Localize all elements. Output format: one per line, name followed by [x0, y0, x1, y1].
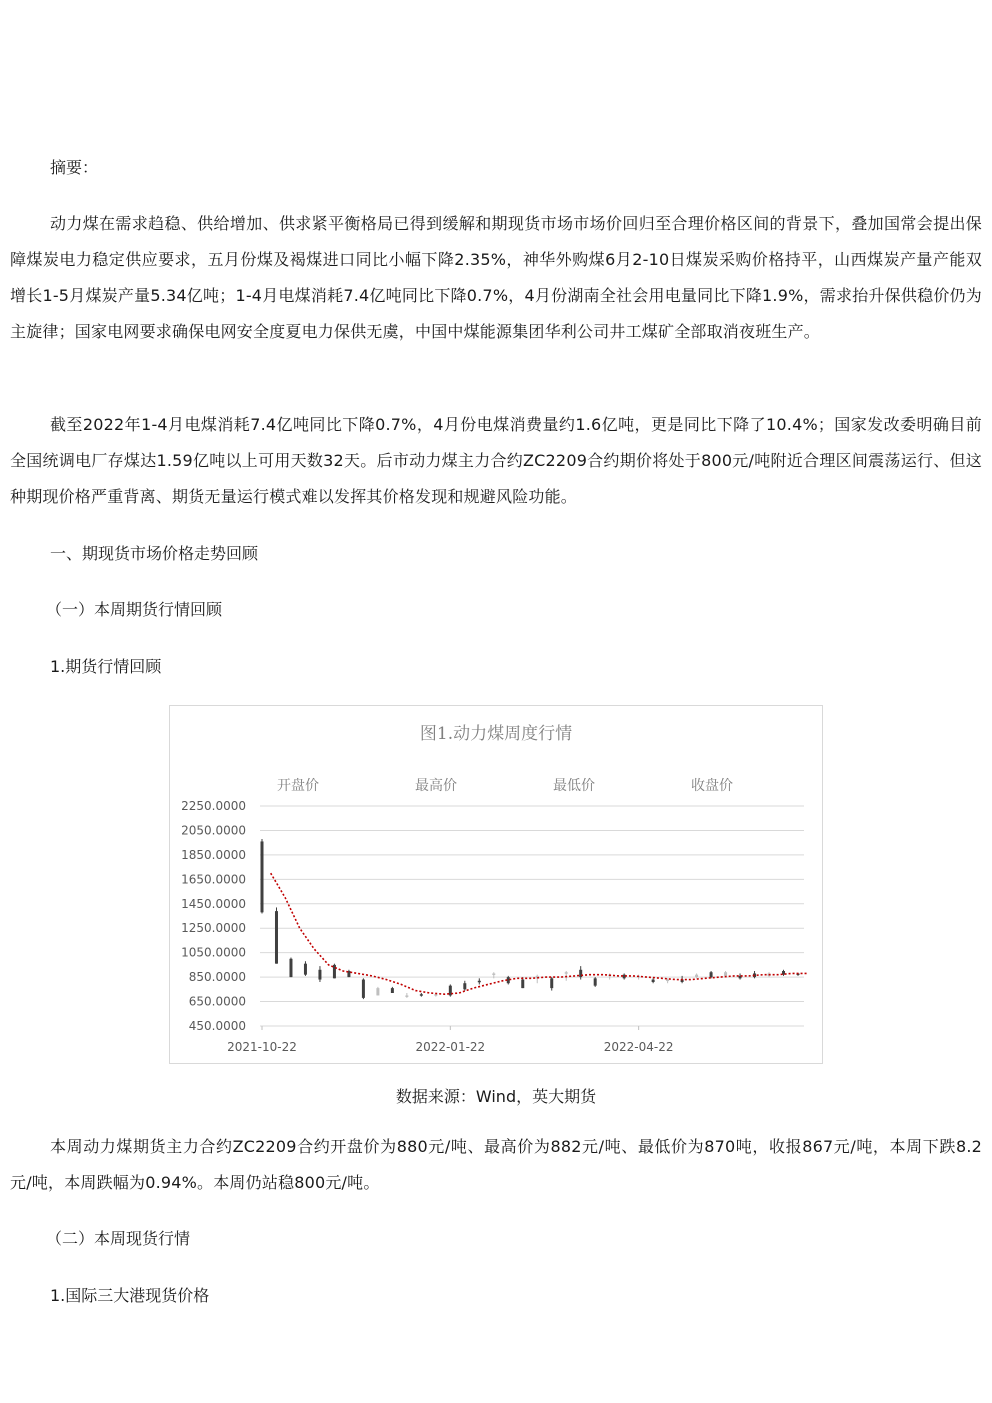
- candle-body: [391, 988, 394, 993]
- candle-body: [304, 964, 307, 975]
- coal-weekly-chart: [169, 705, 823, 1064]
- y-tick-label: 450.0000: [188, 1019, 246, 1033]
- y-tick-label: 2050.0000: [181, 823, 246, 838]
- x-tick-label: 2022-04-22: [603, 1040, 674, 1054]
- candle-body: [275, 911, 278, 964]
- candle-body: [478, 981, 481, 983]
- y-tick-label: 2250.0000: [181, 799, 246, 813]
- y-tick-label: 850.0000: [188, 970, 246, 985]
- summary-paragraph-1: 动力煤在需求趋稳、供给增加、供求紧平衡格局已得到缓解和期现货市场市场价回归至合理价格区间的背景下，叠加国常会提出保障煤炭电力稳定供应要求，五月份煤及褐煤进口同比小幅下降2.35%，神华外购煤6月2-10日煤炭采购价格持平，山西煤炭产量产能双增长1-5月煤炭产量5.34亿吨；1-4月电煤消耗7.4亿吨同比下降0.7%，4月份湖南全社会用电量同比下降1.9%，需求抬升保供稳价仍为主旋律；国家电网要求确保电网安全度夏电力保供无虞，中国中煤能源集团华利公司井工煤矿全部取消夜班生产。: [10, 214, 982, 341]
- candle-body: [724, 972, 727, 976]
- candle-body: [492, 973, 495, 975]
- candle-body: [362, 980, 365, 998]
- candle-body: [695, 975, 698, 977]
- item-heading-1-1: 1.期货行情回顾: [50, 657, 162, 676]
- subsection-heading-1: （一）本周期货行情回顾: [46, 600, 223, 619]
- candle-body: [261, 841, 264, 912]
- x-tick-label: 2021-10-22: [227, 1040, 297, 1054]
- candle-body: [318, 970, 321, 980]
- candle-body: [565, 972, 568, 974]
- summary-paragraph-2: 截至2022年1-4月电煤消耗7.4亿吨同比下降0.7%，4月份电煤消费量约1.6亿吨，更是同比下降了10.4%；国家发改委明确目前全国统调电厂存煤达1.59亿吨以上可用天数32天。后市动力煤主力合约ZC2209合约期价将处于800元/吨附近合理区间震荡运行、但这种期现价格严重背离、期货无量运行模式难以发挥其价格发现和规避风险功能。: [10, 415, 982, 506]
- candle-body: [420, 994, 423, 996]
- candle-body: [376, 988, 379, 995]
- candle-body: [550, 978, 553, 988]
- weekly-futures-paragraph: 本周动力煤期货主力合约ZC2209合约开盘价为880元/吨、最高价为882元/吨、最低价为870吨，收报867元/吨，本周下跌8.2元/吨，本周跌幅为0.94%。本周仍站稳800元/吨。: [10, 1137, 982, 1192]
- candle-body: [434, 994, 437, 996]
- legend-item: 收盘价: [691, 778, 733, 794]
- legend-item: 最高价: [415, 778, 457, 794]
- candle-body: [666, 980, 669, 982]
- legend-item: 开盘价: [277, 778, 319, 794]
- candle-body: [521, 980, 524, 989]
- item-heading-2-1: 1.国际三大港现货价格: [50, 1286, 210, 1305]
- y-tick-label: 1850.0000: [181, 847, 246, 862]
- x-tick-label: 2022-01-22: [415, 1040, 486, 1054]
- candle-body: [652, 980, 655, 982]
- y-tick-label: 1650.0000: [181, 872, 246, 887]
- candle-body: [405, 995, 408, 997]
- candle-body: [594, 978, 597, 985]
- chart-svg: [170, 706, 822, 1063]
- chart-title: 图1.动力煤周度行情: [419, 724, 573, 744]
- section-heading-1: 一、期现货市场价格走势回顾: [50, 544, 259, 563]
- candle-body: [333, 965, 336, 978]
- y-tick-label: 1450.0000: [181, 896, 246, 911]
- subsection-heading-2: （二）本周现货行情: [46, 1229, 191, 1248]
- y-tick-label: 1250.0000: [181, 921, 246, 936]
- legend-item: 最低价: [553, 778, 595, 794]
- y-tick-label: 1050.0000: [181, 945, 246, 960]
- candle-body: [710, 972, 713, 977]
- candle-body: [289, 959, 292, 977]
- candle-body: [463, 983, 466, 989]
- y-tick-label: 650.0000: [188, 994, 246, 1009]
- chart-caption: 数据来源：Wind，英大期货: [395, 1087, 597, 1106]
- summary-heading: 摘要：: [50, 158, 99, 177]
